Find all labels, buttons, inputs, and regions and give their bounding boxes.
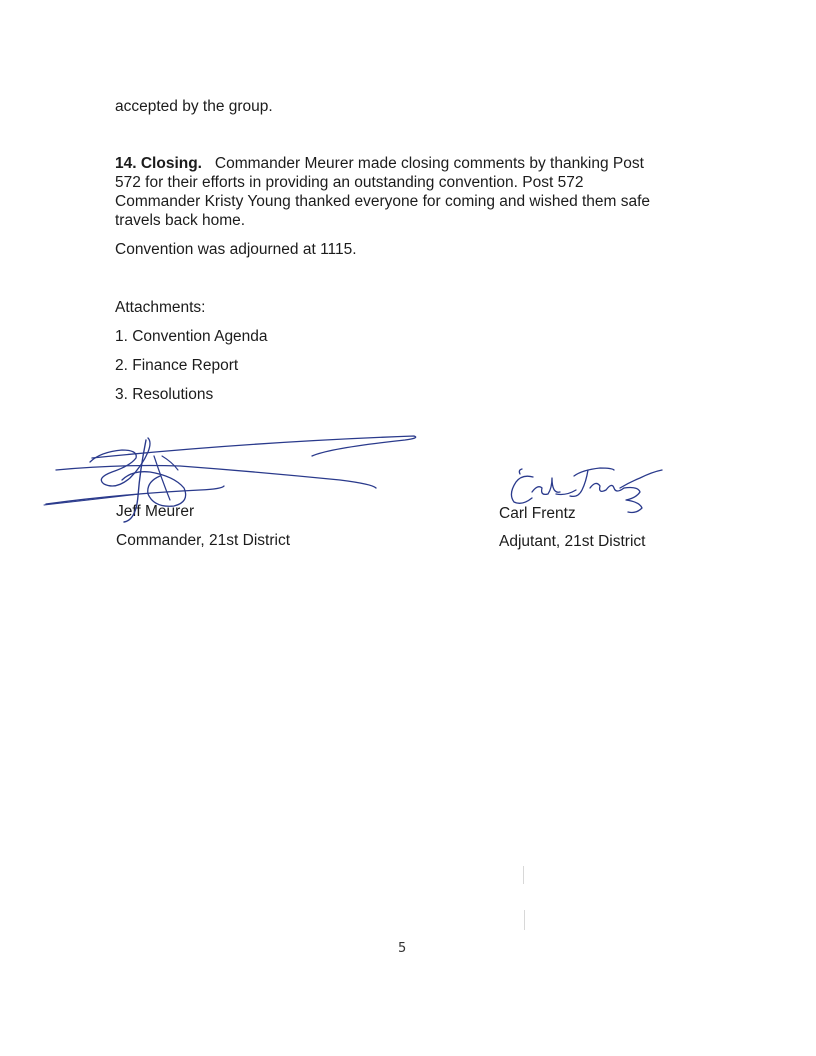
closing-line-4: travels back home. <box>115 212 246 229</box>
attachment-item-2: 2. Finance Report <box>115 357 239 374</box>
closing-paragraph <box>115 154 685 230</box>
left-signatory-title: Commander, 21st District <box>116 532 290 549</box>
closing-line-2: 572 for their efforts in providing an outstanding convention. Post 572 <box>115 174 584 191</box>
scan-artifact <box>523 866 524 884</box>
right-signatory-title: Adjutant, 21st District <box>499 533 646 550</box>
closing-text-1: Commander Meurer made closing comments by thanking Post <box>214 155 644 172</box>
left-signatory-name: Jeff Meurer <box>116 503 195 520</box>
scan-artifact <box>524 910 525 930</box>
right-signatory-name: Carl Frentz <box>499 505 576 522</box>
closing-heading: 14. Closing. <box>115 155 202 172</box>
continued-text: accepted by the group. <box>115 98 273 115</box>
attachment-item-3: 3. Resolutions <box>115 386 214 403</box>
closing-line-3: Commander Kristy Young thanked everyone for coming and wished them safe <box>115 193 651 210</box>
closing-line-1 <box>115 154 685 173</box>
left-signature-image <box>44 436 416 522</box>
attachments-label: Attachments: <box>115 299 206 316</box>
attachment-item-1: 1. Convention Agenda <box>115 328 268 345</box>
page-number: 5 <box>398 941 407 956</box>
adjourned-text: Convention was adjourned at 1115. <box>115 241 357 258</box>
